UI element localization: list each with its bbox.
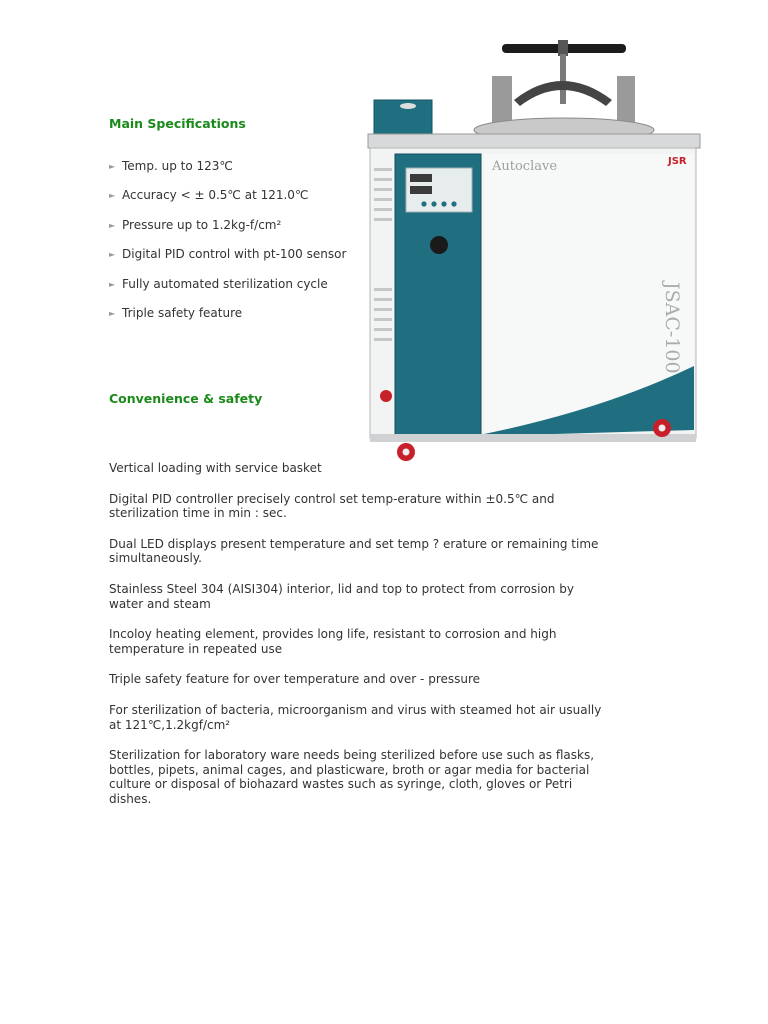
feature-paragraphs: [109, 461, 609, 823]
paragraph: Stainless Steel 304 (AISI304) interior, lid and top to protect from corrosion by water and steam: [109, 581, 574, 611]
specifications-list: [109, 159, 346, 335]
bullet-icon: ►: [109, 279, 116, 289]
base-plate: [370, 434, 696, 442]
top-plate: [368, 134, 700, 148]
autoclave-product-image: [362, 38, 712, 468]
list-item: ► Triple safety feature: [109, 305, 243, 320]
brand-logo: JSR: [668, 156, 687, 167]
autoclave-label: Autoclave: [492, 159, 558, 174]
led-display: [410, 174, 432, 182]
paragraph: For sterilization of bacteria, microorganism and virus with steamed hot air usually at 121℃,1.2kgf/cm²: [109, 702, 602, 732]
bullet-icon: ►: [109, 250, 116, 260]
lid-knob: [558, 40, 568, 56]
door-knob: [430, 236, 448, 254]
bullet-icon: ►: [109, 191, 116, 201]
led-display: [410, 186, 432, 194]
bullet-icon: ►: [109, 162, 116, 171]
main-specifications-heading: Main Specifications: [109, 116, 246, 131]
paragraph: Digital PID controller precisely control set temp-erature within ±0.5℃ and sterilization time in min : sec.: [109, 491, 555, 521]
reservoir-cap: [400, 103, 416, 109]
list-item: ► Temp. up to 123℃: [109, 159, 233, 173]
paragraph: Dual LED displays present temperature and set temp ? erature or remaining time simultaneously.: [109, 536, 599, 566]
paragraph: Incoloy heating element, provides long life, resistant to corrosion and high temperature in repeated use: [109, 627, 557, 656]
lid-screw: [560, 54, 566, 104]
list-item: ► Fully automated sterilization cycle: [109, 276, 328, 291]
paragraph: Vertical loading with service basket: [109, 461, 322, 475]
paragraph: Triple safety feature for over temperature and over - pressure: [109, 672, 481, 687]
paragraph: Sterilization for laboratory ware needs being sterilized before use such as flasks, bottles, pipets, animal cages, and plasticware, broth or agar media for bacterial culture or disposal of biohazard wastes such as syringe, cloth, gloves or Petri dishes.: [109, 748, 595, 806]
list-item: ► Pressure up to 1.2kg-f/cm²: [109, 217, 282, 232]
list-item: ► Digital PID control with pt-100 sensor: [109, 247, 347, 262]
list-item: ► Accuracy < ± 0.5℃ at 121.0℃: [109, 188, 309, 203]
bullet-icon: ►: [109, 220, 116, 230]
convenience-safety-heading: Convenience & safety: [109, 391, 263, 406]
model-label: JSAC-100: [661, 282, 683, 374]
bullet-icon: ►: [109, 308, 116, 318]
